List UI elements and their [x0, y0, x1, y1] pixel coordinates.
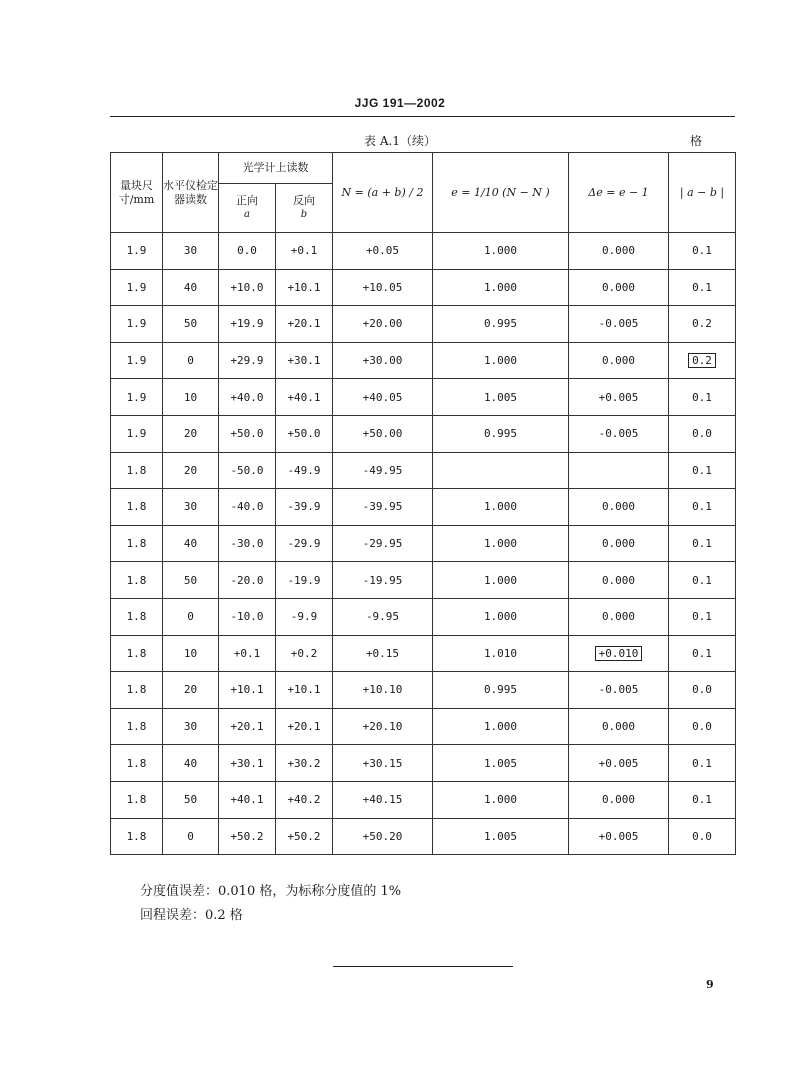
diff-cell: 0.1 — [669, 781, 736, 818]
table-row — [111, 818, 736, 855]
reverse-reading-cell: +20.1 — [276, 708, 333, 745]
gauge-size-cell: 1.9 — [111, 415, 163, 452]
forward-reading-cell: +50.0 — [219, 415, 276, 452]
level-reading-cell: 40 — [163, 525, 219, 562]
diff-cell: 0.1 — [669, 598, 736, 635]
delta-e-cell: 0.000 — [569, 708, 669, 745]
reverse-reading-cell: +10.1 — [276, 672, 333, 709]
forward-reading-cell: -10.0 — [219, 598, 276, 635]
gauge-size-cell: 1.8 — [111, 452, 163, 489]
delta-e-cell: 0.000 — [569, 781, 669, 818]
level-reading-cell: 20 — [163, 415, 219, 452]
diff-cell: 0.2 — [669, 306, 736, 343]
hysteresis-error-note: 回程误差：0.2 格 — [140, 908, 243, 923]
table-row — [111, 562, 736, 599]
diff-cell: 0.1 — [669, 269, 736, 306]
diff-cell: 0.0 — [669, 818, 736, 855]
boxed-value: 0.2 — [688, 353, 716, 368]
reverse-reading-cell: +50.0 — [276, 415, 333, 452]
level-reading-cell: 30 — [163, 233, 219, 270]
division-error-note: 分度值误差：0.010 格，为标称分度值的 1% — [140, 884, 402, 899]
diff-cell: 0.1 — [669, 562, 736, 599]
diff-cell: 0.1 — [669, 489, 736, 526]
col-header-forward — [219, 184, 276, 233]
delta-e-cell: +0.005 — [569, 818, 669, 855]
level-reading-cell: 20 — [163, 672, 219, 709]
level-reading-cell: 0 — [163, 818, 219, 855]
e-value-cell — [433, 452, 569, 489]
gauge-size-cell: 1.8 — [111, 635, 163, 672]
level-reading-cell: 30 — [163, 708, 219, 745]
reverse-reading-cell: -39.9 — [276, 489, 333, 526]
delta-e-cell: 0.000 — [569, 598, 669, 635]
gauge-size-cell: 1.9 — [111, 379, 163, 416]
table-row — [111, 306, 736, 343]
table-row — [111, 379, 736, 416]
document-header: JJG 191—2002 — [354, 96, 446, 110]
col-header-gauge-size: 量块尺寸/mm — [111, 153, 163, 233]
table-row — [111, 233, 736, 270]
col-header-diff-formula: | a − b | — [669, 153, 736, 233]
gauge-size-cell: 1.9 — [111, 342, 163, 379]
header-rule — [110, 116, 735, 117]
footer-rule — [333, 966, 513, 967]
forward-reading-cell: +0.1 — [219, 635, 276, 672]
forward-reading-cell: +40.1 — [219, 781, 276, 818]
e-value-cell: 1.000 — [433, 489, 569, 526]
notes — [140, 880, 401, 928]
gauge-size-cell: 1.8 — [111, 781, 163, 818]
level-reading-cell: 50 — [163, 781, 219, 818]
boxed-value: +0.010 — [595, 646, 643, 661]
forward-reading-cell: +40.0 — [219, 379, 276, 416]
gauge-size-cell: 1.8 — [111, 708, 163, 745]
delta-e-cell: -0.005 — [569, 306, 669, 343]
forward-reading-cell: 0.0 — [219, 233, 276, 270]
reverse-reading-cell: +40.1 — [276, 379, 333, 416]
e-value-cell: 1.005 — [433, 379, 569, 416]
e-value-cell: 1.000 — [433, 269, 569, 306]
table-row — [111, 598, 736, 635]
forward-reading-cell: +19.9 — [219, 306, 276, 343]
col-header-reverse — [276, 184, 333, 233]
reverse-reading-cell: -29.9 — [276, 525, 333, 562]
gauge-size-cell: 1.9 — [111, 233, 163, 270]
level-reading-cell: 40 — [163, 269, 219, 306]
reverse-reading-cell: +40.2 — [276, 781, 333, 818]
e-value-cell: 0.995 — [433, 415, 569, 452]
e-value-cell: 1.000 — [433, 598, 569, 635]
e-value-cell: 0.995 — [433, 672, 569, 709]
e-value-cell: 1.005 — [433, 818, 569, 855]
table-row — [111, 781, 736, 818]
delta-e-cell: -0.005 — [569, 672, 669, 709]
gauge-size-cell: 1.9 — [111, 269, 163, 306]
reverse-reading-cell: +20.1 — [276, 306, 333, 343]
table-row — [111, 525, 736, 562]
table-row — [111, 342, 736, 379]
level-reading-cell: 10 — [163, 635, 219, 672]
level-reading-cell: 0 — [163, 598, 219, 635]
level-reading-cell: 40 — [163, 745, 219, 782]
diff-cell: 0.1 — [669, 525, 736, 562]
n-value-cell: +30.00 — [333, 342, 433, 379]
table-row — [111, 452, 736, 489]
forward-reading-cell: +50.2 — [219, 818, 276, 855]
level-reading-cell: 30 — [163, 489, 219, 526]
col-header-level-reading: 水平仪检定器读数 — [163, 153, 219, 233]
delta-e-cell: 0.000 — [569, 342, 669, 379]
n-value-cell: +40.15 — [333, 781, 433, 818]
table-caption: 表 A.1（续） — [364, 134, 436, 148]
page-number: 9 — [706, 978, 714, 991]
unit-label: 格 — [690, 134, 703, 148]
gauge-size-cell: 1.8 — [111, 745, 163, 782]
n-value-cell: +50.00 — [333, 415, 433, 452]
n-value-cell: +50.20 — [333, 818, 433, 855]
n-value-cell: +30.15 — [333, 745, 433, 782]
reverse-reading-cell: +0.1 — [276, 233, 333, 270]
table-row — [111, 269, 736, 306]
n-value-cell: +20.10 — [333, 708, 433, 745]
forward-reading-cell: +20.1 — [219, 708, 276, 745]
diff-cell: 0.1 — [669, 745, 736, 782]
e-value-cell: 1.000 — [433, 525, 569, 562]
n-value-cell: +0.05 — [333, 233, 433, 270]
delta-e-cell: -0.005 — [569, 415, 669, 452]
e-value-cell: 1.000 — [433, 342, 569, 379]
col-header-e-formula: e = 1/10 (N − N ) — [433, 153, 569, 233]
n-value-cell: -9.95 — [333, 598, 433, 635]
delta-e-cell: +0.005 — [569, 745, 669, 782]
gauge-size-cell: 1.8 — [111, 672, 163, 709]
reverse-symbol: b — [300, 209, 308, 220]
forward-reading-cell: -30.0 — [219, 525, 276, 562]
gauge-size-cell: 1.8 — [111, 598, 163, 635]
n-value-cell: +10.05 — [333, 269, 433, 306]
n-value-cell: -49.95 — [333, 452, 433, 489]
table-row — [111, 672, 736, 709]
diff-cell: 0.1 — [669, 379, 736, 416]
n-value-cell: +40.05 — [333, 379, 433, 416]
gauge-size-cell: 1.8 — [111, 489, 163, 526]
n-value-cell: +10.10 — [333, 672, 433, 709]
level-reading-cell: 50 — [163, 306, 219, 343]
delta-e-cell: +0.005 — [569, 379, 669, 416]
diff-cell: 0.1 — [669, 233, 736, 270]
table-body — [111, 233, 736, 855]
forward-symbol: a — [244, 209, 250, 220]
delta-e-cell: 0.000 — [569, 525, 669, 562]
forward-reading-cell: +10.1 — [219, 672, 276, 709]
diff-cell — [669, 342, 736, 379]
diff-cell: 0.1 — [669, 452, 736, 489]
table-row — [111, 635, 736, 672]
reverse-reading-cell: -49.9 — [276, 452, 333, 489]
reverse-reading-cell: +30.1 — [276, 342, 333, 379]
table-row — [111, 708, 736, 745]
col-header-delta-e-formula: Δe = e − 1 — [569, 153, 669, 233]
level-reading-cell: 0 — [163, 342, 219, 379]
n-value-cell: +20.00 — [333, 306, 433, 343]
reverse-reading-cell: +10.1 — [276, 269, 333, 306]
e-value-cell: 1.000 — [433, 562, 569, 599]
level-reading-cell: 10 — [163, 379, 219, 416]
delta-e-cell: 0.000 — [569, 562, 669, 599]
col-header-n-formula: N = (a + b) / 2 — [333, 153, 433, 233]
n-value-cell: -29.95 — [333, 525, 433, 562]
diff-cell: 0.0 — [669, 672, 736, 709]
col-header-optical-reading: 光学计上读数 — [219, 153, 333, 184]
reverse-reading-cell: +0.2 — [276, 635, 333, 672]
gauge-size-cell: 1.8 — [111, 562, 163, 599]
table-row — [111, 489, 736, 526]
forward-reading-cell: -50.0 — [219, 452, 276, 489]
e-value-cell: 0.995 — [433, 306, 569, 343]
forward-reading-cell: +30.1 — [219, 745, 276, 782]
forward-reading-cell: +10.0 — [219, 269, 276, 306]
e-value-cell: 1.005 — [433, 745, 569, 782]
gauge-size-cell: 1.9 — [111, 306, 163, 343]
table-row — [111, 745, 736, 782]
delta-e-cell: 0.000 — [569, 489, 669, 526]
table-row — [111, 415, 736, 452]
diff-cell: 0.0 — [669, 708, 736, 745]
reverse-reading-cell: -19.9 — [276, 562, 333, 599]
gauge-size-cell: 1.8 — [111, 525, 163, 562]
diff-cell: 0.1 — [669, 635, 736, 672]
diff-cell: 0.0 — [669, 415, 736, 452]
level-reading-cell: 50 — [163, 562, 219, 599]
forward-label: 正向 — [236, 194, 258, 207]
level-reading-cell: 20 — [163, 452, 219, 489]
reverse-label: 反向 — [293, 194, 315, 207]
e-value-cell: 1.000 — [433, 781, 569, 818]
delta-e-cell — [569, 452, 669, 489]
e-value-cell: 1.000 — [433, 708, 569, 745]
reverse-reading-cell: +30.2 — [276, 745, 333, 782]
reverse-reading-cell: -9.9 — [276, 598, 333, 635]
n-value-cell: -39.95 — [333, 489, 433, 526]
n-value-cell: -19.95 — [333, 562, 433, 599]
delta-e-cell: 0.000 — [569, 233, 669, 270]
delta-e-cell — [569, 635, 669, 672]
calibration-table — [110, 152, 736, 855]
forward-reading-cell: -20.0 — [219, 562, 276, 599]
gauge-size-cell: 1.8 — [111, 818, 163, 855]
forward-reading-cell: +29.9 — [219, 342, 276, 379]
forward-reading-cell: -40.0 — [219, 489, 276, 526]
reverse-reading-cell: +50.2 — [276, 818, 333, 855]
e-value-cell: 1.010 — [433, 635, 569, 672]
delta-e-cell: 0.000 — [569, 269, 669, 306]
n-value-cell: +0.15 — [333, 635, 433, 672]
e-value-cell: 1.000 — [433, 233, 569, 270]
